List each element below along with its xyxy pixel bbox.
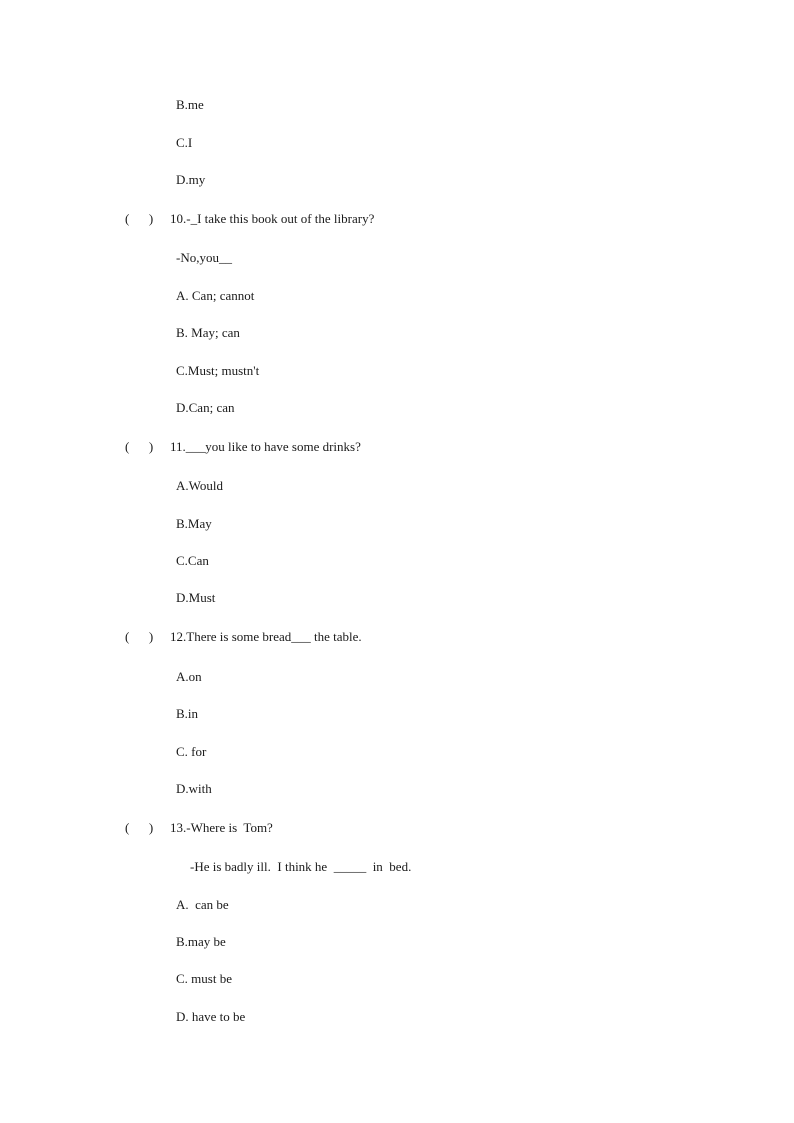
q10-question: 10.-_I take this book out of the library? <box>170 211 375 226</box>
q10-option-d: D.Can; can <box>176 400 235 415</box>
q10-option-a: A. Can; cannot <box>176 288 255 303</box>
q13-question: 13.-Where is Tom? <box>170 820 273 835</box>
q13-option-b: B.may be <box>176 934 226 949</box>
q12-option-d: D.with <box>176 781 212 796</box>
q11-answer-bracket: ( ) <box>125 439 154 454</box>
q9-option-c: C.I <box>176 135 193 150</box>
q12-option-a: A.on <box>176 669 202 684</box>
q12-question: 12.There is some bread___ the table. <box>170 629 362 644</box>
q12-option-b: B.in <box>176 706 199 721</box>
q13-reply: -He is badly ill. I think he _____ in bed. <box>190 859 412 874</box>
q10-answer-bracket: ( ) <box>125 211 154 226</box>
q9-option-d: D.my <box>176 172 206 187</box>
q13-answer-bracket: ( ) <box>125 820 154 835</box>
q11-option-b: B.May <box>176 516 212 531</box>
q11-option-d: D.Must <box>176 590 216 605</box>
q10-reply: -No,you__ <box>176 250 232 265</box>
q12-answer-bracket: ( ) <box>125 629 154 644</box>
q10-option-c: C.Must; mustn't <box>176 363 260 378</box>
q9-option-b: B.me <box>176 97 204 112</box>
q13-option-d: D. have to be <box>176 1009 246 1024</box>
q11-option-c: C.Can <box>176 553 209 568</box>
q10-option-b: B. May; can <box>176 325 240 340</box>
q11-option-a: A.Would <box>176 478 223 493</box>
q13-option-a: A. can be <box>176 897 229 912</box>
q13-option-c: C. must be <box>176 971 232 986</box>
q12-option-c: C. for <box>176 744 207 759</box>
q11-question: 11.___you like to have some drinks? <box>170 439 361 454</box>
